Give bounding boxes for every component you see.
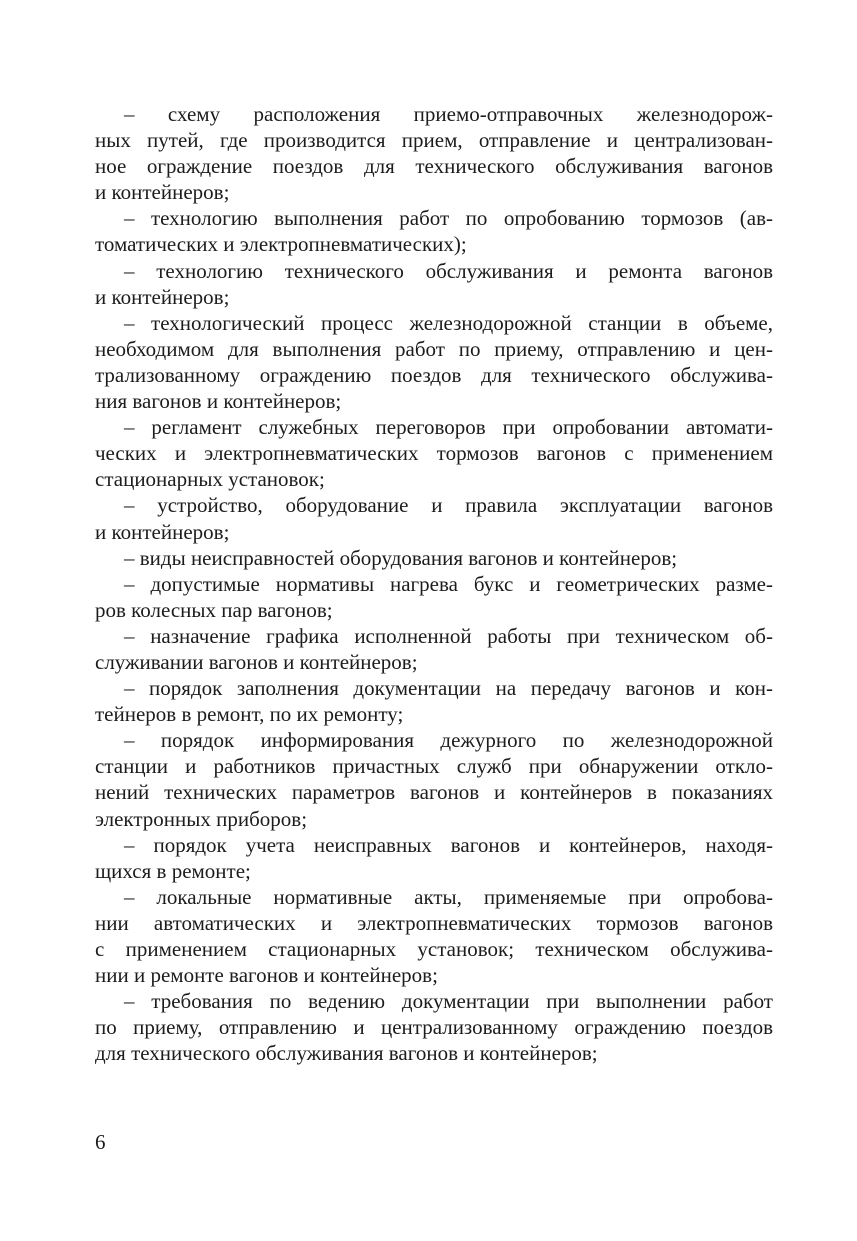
list-item-line: ров колесных пар вагонов; [95,597,333,622]
list-item-line: и контейнеров; [95,180,230,205]
list-item [95,101,773,205]
list-item-line: – технологию технического обслуживания и ремонта вагонов [124,258,773,283]
list-item-line: по приему, отправлению и централизованному ограждению поездов [95,1015,773,1040]
list-item-line: томатических и электропневматических); [95,232,467,257]
list-item [95,205,773,257]
list-item [95,492,773,544]
list-item-line: с применением стационарных установок; техническом обслужива- [95,937,773,961]
list-item-line: щихся в ремонте; [95,858,251,883]
list-item-line: станции и работников причастных служб при обнаружении откло- [95,754,773,779]
list-item-line: тейнеров в ремонт, по их ремонту; [95,702,404,727]
list-item [95,571,773,623]
list-item-line: нии автоматических и электропневматических тормозов вагонов [95,910,773,935]
list-item [95,545,773,571]
list-item [95,832,773,884]
list-item-line: необходимом для выполнения работ по приему, отправлению и цен- [95,336,773,361]
list-item-line: нии и ремонте вагонов и контейнеров; [95,963,438,988]
list-item [95,727,773,831]
list-item-line: – порядок заполнения документации на передачу вагонов и кон- [124,676,773,701]
page-number: 6 [95,1130,106,1154]
list-item-line: ния вагонов и контейнеров; [95,389,342,414]
list-item-line: – виды неисправностей оборудования вагонов и контейнеров; [124,545,678,570]
list-item-line: – локальные нормативные акты, применяемые при опробова- [124,884,773,909]
list-item-line: – требования по ведению документации при выполнении работ [124,989,773,1014]
list-item [95,414,773,492]
list-item-line: для технического обслуживания вагонов и контейнеров; [95,1041,598,1066]
bullet-list [95,101,773,1066]
list-item-line: – технологический процесс железнодорожной станции в объеме, [124,310,773,335]
list-item-line: ное ограждение поездов для технического обслуживания вагонов [95,154,773,179]
list-item [95,258,773,310]
list-item-line: ных путей, где производится прием, отправление и централизован- [95,128,773,153]
list-item [95,310,773,414]
list-item-line: стационарных установок; [95,467,325,492]
list-item [95,884,773,988]
list-item-line: – регламент служебных переговоров при опробовании автомати- [124,415,773,440]
list-item-line: – схему расположения приемо-отправочных железнодорож- [124,102,773,126]
list-item-line: – порядок информирования дежурного по железнодорожной [124,728,773,753]
list-item-line: – назначение графика исполненной работы при техническом об- [124,623,773,648]
list-item [95,623,773,675]
list-item-line: служивании вагонов и контейнеров; [95,649,418,674]
list-item [95,988,773,1066]
list-item-line: трализованному ограждению поездов для технического обслужива- [95,362,773,387]
list-item-line: нений технических параметров вагонов и контейнеров в показаниях [95,780,773,805]
list-item [95,675,773,727]
list-item-line: – порядок учета неисправных вагонов и контейнеров, находя- [124,832,773,857]
list-item-line: электронных приборов; [95,806,308,831]
list-item-line: и контейнеров; [95,284,230,309]
list-item-line: – технологию выполнения работ по опробованию тормозов (ав- [124,206,773,231]
list-item-line: ческих и электропневматических тормозов вагонов с применением [95,441,773,466]
list-item-line: – устройство, оборудование и правила эксплуатации вагонов [124,493,773,518]
list-item-line: и контейнеров; [95,519,230,544]
list-item-line: – допустимые нормативы нагрева букс и геометрических разме- [124,571,773,596]
